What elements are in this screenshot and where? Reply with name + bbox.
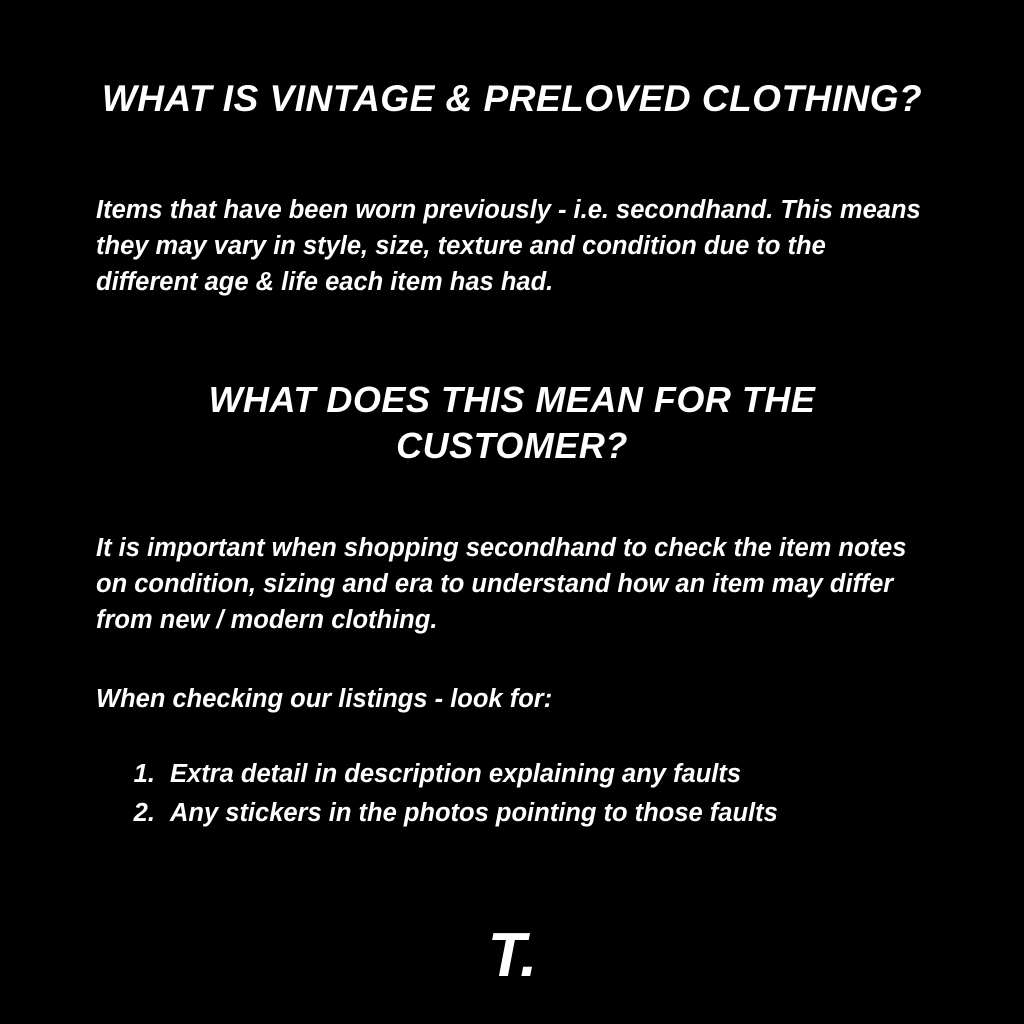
- section-heading-customer: WHAT DOES THIS MEAN FOR THE CUSTOMER?: [208, 379, 816, 467]
- page-title: WHAT IS VINTAGE & PRELOVED CLOTHING?: [101, 78, 923, 119]
- list-item: 1. Extra detail in description explaining any faults: [162, 755, 938, 794]
- list-item: 2. Any stickers in the photos pointing to those faults: [162, 794, 938, 833]
- brand-logo: T.: [487, 921, 537, 990]
- lead-in-text: When checking our listings - look for:: [96, 685, 553, 713]
- definition-paragraph: Items that have been worn previously - i.e. secondhand. This means they may vary in style, size, texture and condition due to the different age & life each item has had.: [96, 196, 921, 297]
- checklist: [118, 755, 938, 833]
- customer-paragraph: It is important when shopping secondhand to check the item notes on condition, sizing and era to understand how an item may differ from new / modern clothing.: [96, 534, 907, 635]
